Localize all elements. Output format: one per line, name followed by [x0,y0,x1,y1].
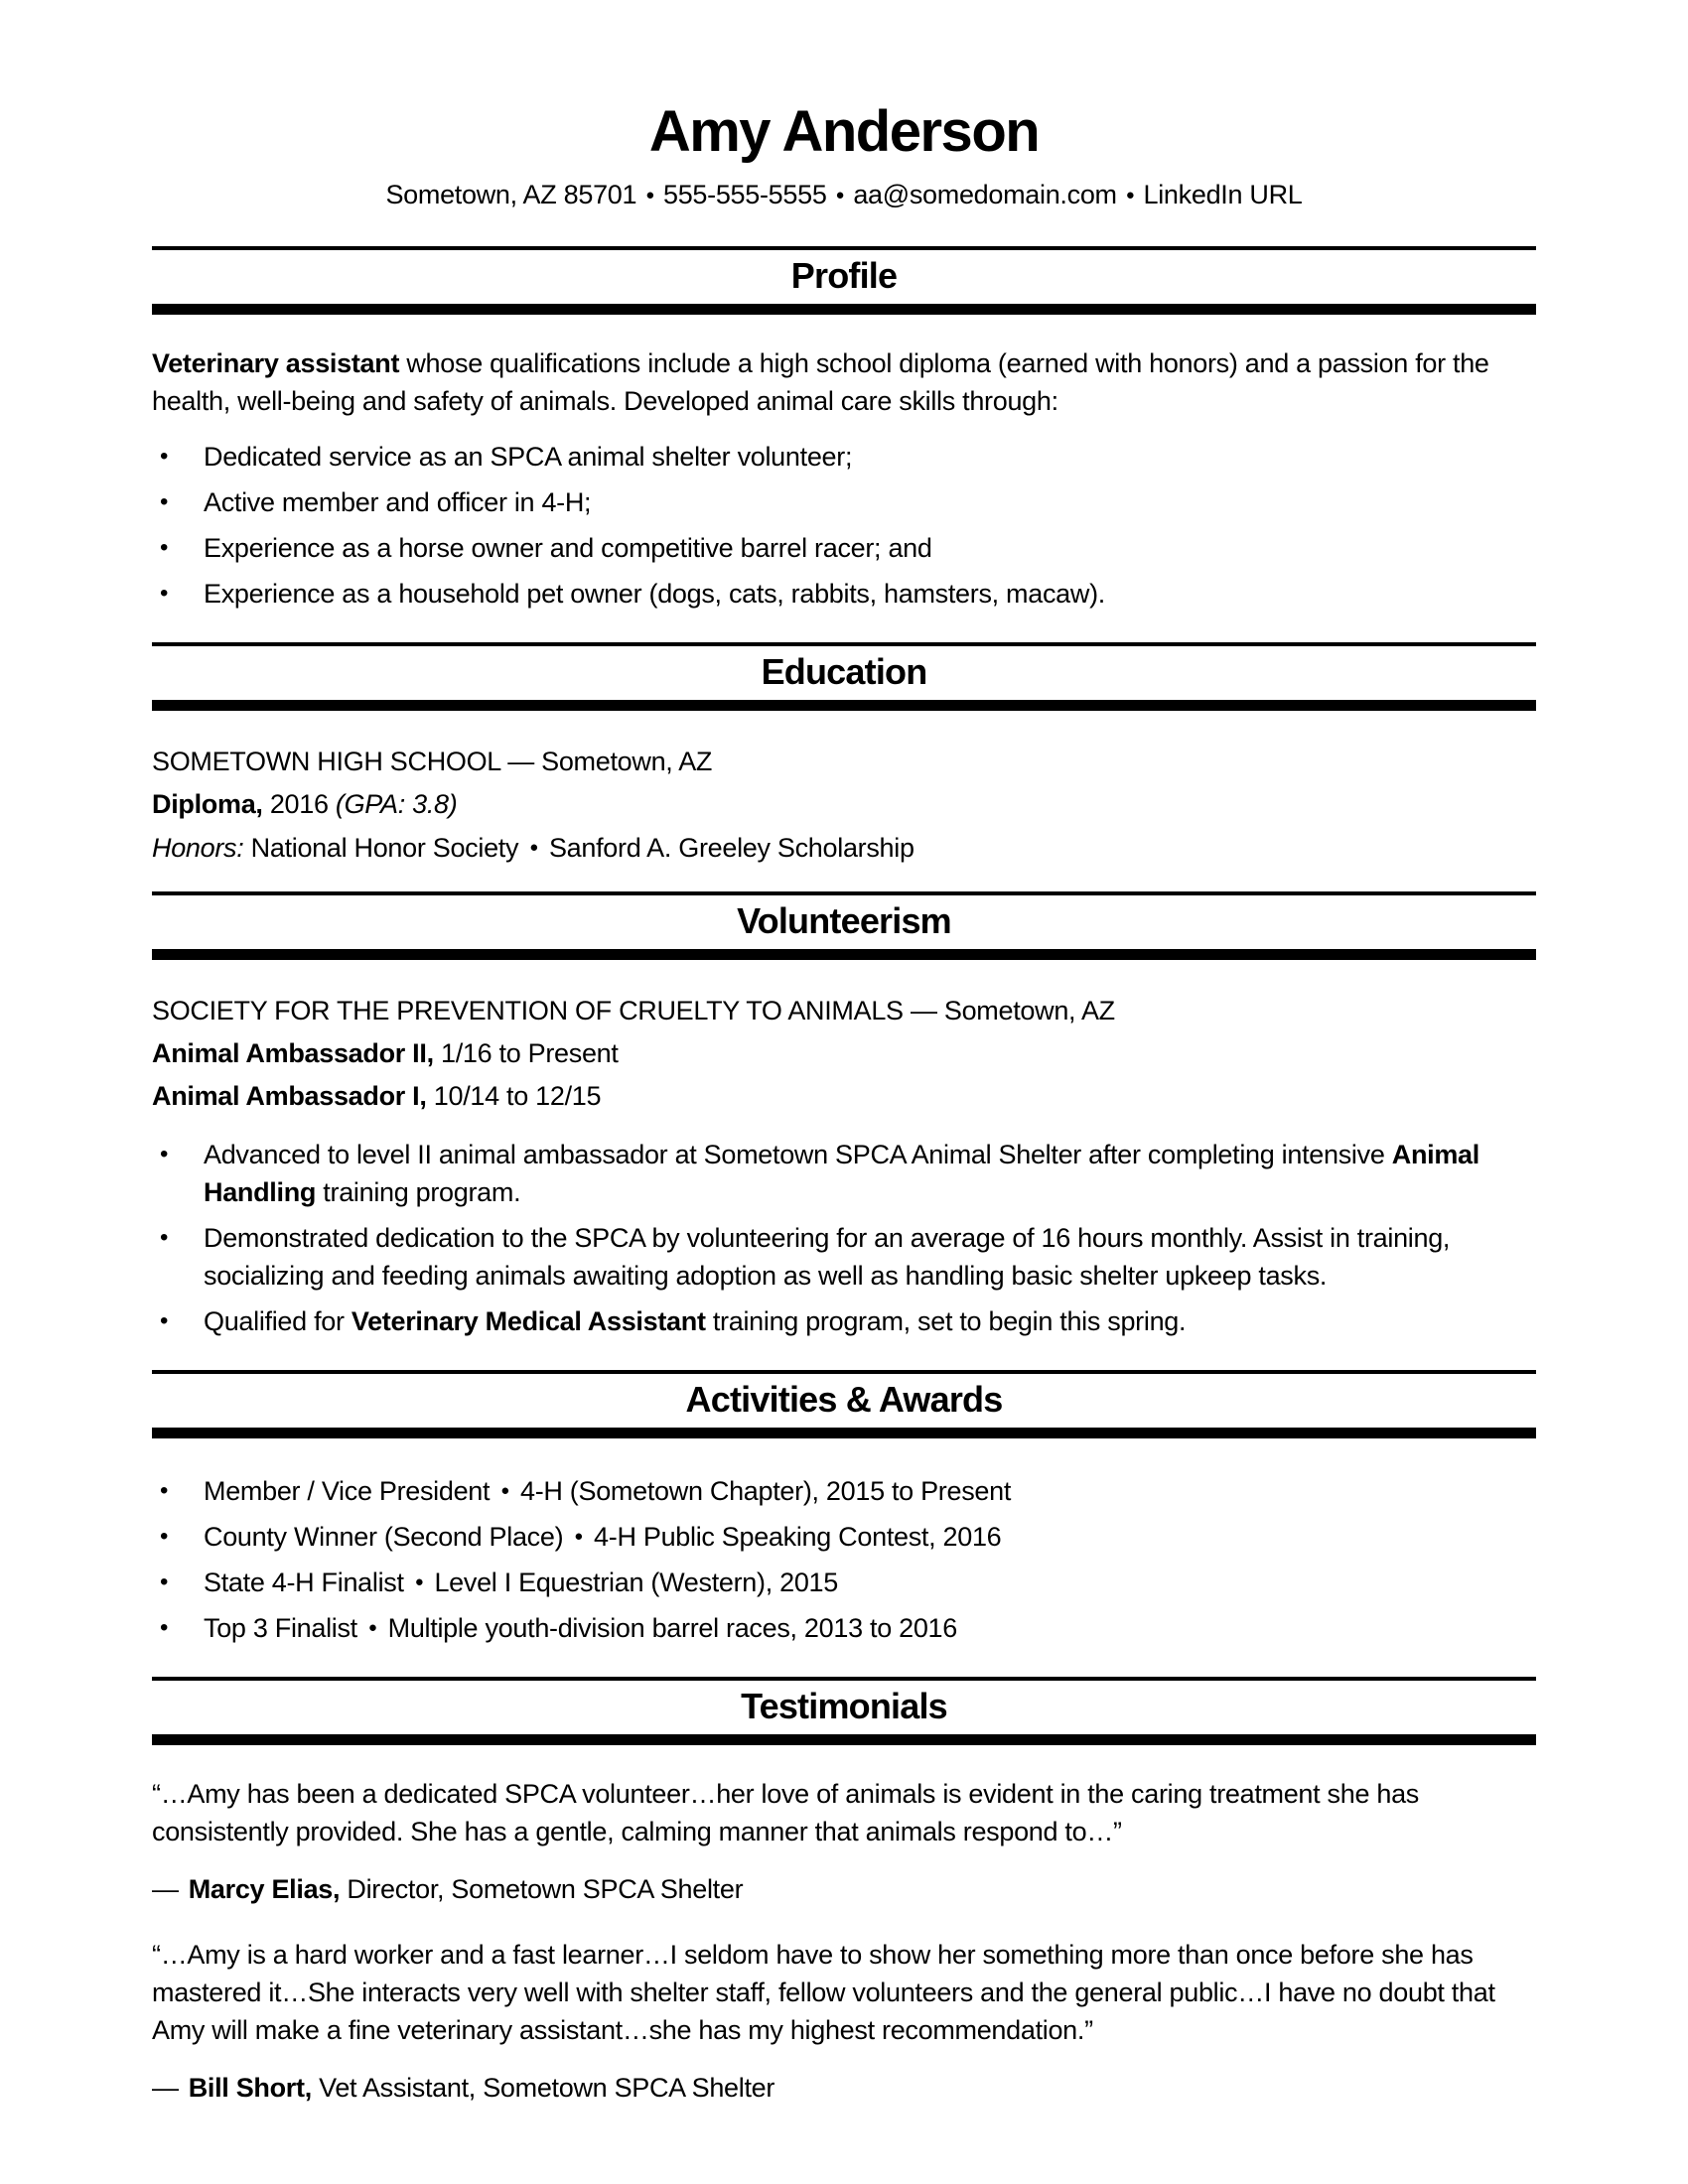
dot-separator-icon: ● [835,186,845,204]
dot-separator-icon: ● [1125,186,1135,204]
list-item-text [204,1518,1001,1556]
section-activities-awards [152,1370,1536,1677]
bullet-icon: • [160,1613,169,1641]
dot-separator-icon: ● [529,838,538,856]
dot-separator-icon: ● [500,1481,509,1499]
bullet-icon: • [160,579,169,607]
dot-separator-icon: ● [367,1618,377,1636]
profile-bullet-list [152,438,1536,613]
bullet-icon: • [160,1476,169,1504]
em-dash: — [152,2072,179,2103]
list-item-text [204,1136,1536,1211]
education-honors [152,826,1536,870]
list-item [152,529,1536,567]
degree-gpa: (GPA: 3.8) [335,788,458,819]
list-item [152,1609,1536,1647]
list-item-text: Active member and officer in 4-H; [204,486,592,517]
section-profile [152,246,1536,642]
list-item [152,1564,1536,1601]
award-lead: County Winner (Second Place) [204,1521,564,1552]
dot-separator-icon: ● [574,1527,584,1545]
contact-line [152,178,1536,212]
role-title: Animal Ambassador I, [152,1080,427,1111]
award-lead: State 4-H Finalist [204,1567,404,1597]
contact-linkedin: LinkedIn URL [1143,179,1303,209]
activities-bullet-list [152,1472,1536,1647]
bullet-text-bold: Veterinary Medical Assistant [351,1305,706,1336]
role-dates: 10/14 to 12/15 [426,1080,602,1111]
profile-intro-rest: whose qualifications include a high school diploma (earned with honors) and a passion for the health, well-being and safety of animals. Developed animal care skills through: [152,347,1489,416]
award-lead: Top 3 Finalist [204,1612,357,1643]
testimonial-author: Bill Short, [188,2072,312,2103]
degree-year: 2016 [262,788,336,819]
volunteerism-bullet-list [152,1136,1536,1340]
person-name: Amy Anderson [648,99,1040,164]
profile-intro-lead: Veterinary assistant [152,347,400,378]
section-education [152,642,1536,891]
activities-section-title: Activities & Awards [685,1378,1003,1420]
role-title: Animal Ambassador II, [152,1037,434,1068]
activities-section-header [152,1370,1536,1438]
contact-location: Sometown, AZ 85701 [385,179,637,209]
education-school: SOMETOWN HIGH SCHOOL — Sometown, AZ [152,746,713,776]
testimonial-quote: “…Amy has been a dedicated SPCA volunteer…her love of animals is evident in the caring treatment she has consistently provided. She has a gentle, calming manner that animals respond to…” [152,1778,1420,1846]
role-dates: 1/16 to Present [433,1037,619,1068]
testimonial-quote: “…Amy is a hard worker and a fast learner…I seldom have to show her something more than once before she has mastered it…She interacts very well with shelter staff, fellow volunteers and the general public…I have no doubt that Amy will make a fine veterinary assistant…she has my highest recommendation.” [152,1939,1495,2045]
testimonial-attribution [152,1870,1536,1908]
dot-separator-icon: ● [645,186,654,204]
dot-separator-icon: ● [414,1572,424,1590]
award-detail: 4-H Public Speaking Contest, 2016 [594,1521,1002,1552]
bullet-text: Demonstrated dedication to the SPCA by volunteering for an average of 16 hours monthly. Assist in training, socializing and feeding animals awaiting adoption as well as handling basic shelter upkeep tasks. [204,1222,1451,1291]
profile-section-title: Profile [790,254,898,296]
honors-item: National Honor Society [250,832,519,863]
volunteerism-section-body [152,960,1536,1370]
list-item-text: Experience as a household pet owner (dogs, cats, rabbits, hamsters, macaw). [204,578,1105,609]
profile-section-header [152,246,1536,315]
award-detail: 4-H (Sometown Chapter), 2015 to Present [520,1475,1012,1506]
contact-email: aa@somedomain.com [853,179,1117,209]
volunteerism-section-header [152,891,1536,960]
bullet-text-bold: Animal Handling [204,1139,1479,1207]
testimonial-author-title: Director, Sometown SPCA Shelter [340,1873,744,1904]
section-volunteerism [152,891,1536,1370]
volunteerism-org: SOCIETY FOR THE PREVENTION OF CRUELTY TO ANIMALS — Sometown, AZ [152,995,1115,1025]
honors-item: Sanford A. Greeley Scholarship [548,832,914,863]
education-section-header [152,642,1536,711]
list-item [152,1472,1536,1510]
testimonial-author-title: Vet Assistant, Sometown SPCA Shelter [311,2072,775,2103]
volunteerism-role [152,1032,1536,1075]
list-item [152,1136,1536,1211]
volunteerism-section-title: Volunteerism [737,899,951,941]
list-item-text: Dedicated service as an SPCA animal shelter volunteer; [204,441,853,472]
list-item-text [204,1219,1536,1295]
award-detail: Multiple youth-division barrel races, 2013 to 2016 [387,1612,957,1643]
section-testimonials [152,1677,1536,2156]
bullet-icon: • [160,1568,169,1595]
volunteerism-role [152,1075,1536,1118]
list-item [152,483,1536,521]
bullet-icon: • [160,533,169,561]
contact-phone: 555-555-5555 [663,179,827,209]
education-section-title: Education [761,650,927,692]
list-item-text [204,1302,1186,1340]
bullet-icon: • [160,1522,169,1550]
testimonials-section-header [152,1677,1536,1745]
list-item [152,1219,1536,1295]
em-dash: — [152,1873,179,1904]
list-item [152,1518,1536,1556]
list-item-text [204,1472,1011,1510]
degree-label: Diploma, [152,788,263,819]
list-item [152,438,1536,476]
profile-section-body [152,315,1536,642]
bullet-icon: • [160,1140,169,1167]
honors-label: Honors: [152,832,244,863]
bullet-icon: • [160,442,169,470]
award-detail: Level I Equestrian (Western), 2015 [434,1567,838,1597]
bullet-text: Advanced to level II animal ambassador at Sometown SPCA Animal Shelter after completing intensive [204,1139,1392,1169]
list-item [152,1302,1536,1340]
testimonial-attribution [152,2069,1536,2107]
bullet-text: training program, set to begin this spring. [705,1305,1187,1336]
education-section-body [152,711,1536,891]
bullet-text: training program. [316,1176,521,1207]
list-item-text [204,1609,957,1647]
list-item-text: Experience as a horse owner and competitive barrel racer; and [204,532,932,563]
testimonial-author: Marcy Elias, [188,1873,341,1904]
activities-section-body [152,1438,1536,1677]
testimonials-section-title: Testimonials [741,1685,947,1726]
bullet-icon: • [160,487,169,515]
education-degree [152,783,1536,826]
bullet-icon: • [160,1306,169,1334]
list-item [152,575,1536,613]
testimonials-section-body [152,1745,1536,2156]
profile-intro [152,344,1536,420]
bullet-text: Qualified for [204,1305,352,1336]
award-lead: Member / Vice President [204,1475,491,1506]
list-item-text [204,1564,838,1601]
bullet-icon: • [160,1223,169,1251]
